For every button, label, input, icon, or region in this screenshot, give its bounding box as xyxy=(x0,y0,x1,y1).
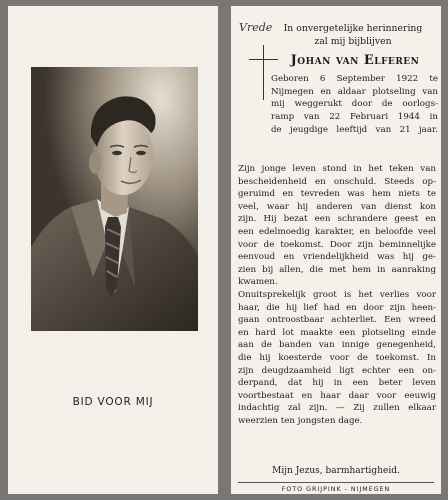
birth-death-details xyxy=(271,73,438,137)
details-line: Nijmegen en aldaar plotseling van xyxy=(271,86,438,97)
intro-line: In onvergetelijke herinnering xyxy=(283,23,423,34)
memorial-line: voor de toekomst. Door zijn beminnelijke xyxy=(238,239,436,250)
memorial-line: gaan ontroostbaar achterliet. Een wreed xyxy=(238,315,436,326)
memorial-line: kwamen. xyxy=(238,277,278,288)
memorial-line: en hard lot maakte een plotseling einde xyxy=(238,327,436,338)
photographer-credit: FOTO GRIJPINK - NIJMEGEN xyxy=(281,486,391,493)
memorial-card-left xyxy=(8,6,218,494)
memorial-text xyxy=(238,163,436,427)
intro-line: zal mij bijblijven xyxy=(314,35,392,47)
details-line: de jeugdige leeftijd van 21 jaar. xyxy=(271,124,438,135)
prayer-caption: BID VOOR MIJ xyxy=(72,396,154,408)
deceased-name: Johan van Elferen xyxy=(290,53,420,68)
portrait-image xyxy=(31,67,198,331)
intro-text xyxy=(267,23,439,48)
memorial-line: derpand, dat hij in een beter leven xyxy=(238,378,436,389)
details-line: mij weggerukt door de oorlogs- xyxy=(271,99,438,110)
memorial-line: voortbestaat en haar daar voor eeuwig xyxy=(238,390,436,401)
memorial-line: indachtig zal zijn. — Zij zullen elkaar xyxy=(238,403,436,414)
memorial-line: eenvoud en vriendelijkheid was hij ge- xyxy=(238,252,436,263)
memorial-line: geruimd en tevreden was hem niets te xyxy=(238,189,436,200)
divider xyxy=(238,482,434,483)
memorial-line: Onuitsprekelijk groot is het verlies voor xyxy=(238,289,436,300)
details-line: Geboren 6 September 1922 te xyxy=(271,74,438,84)
memorial-line: veel, waar hij anderen van dienst kon xyxy=(238,201,436,212)
memorial-line: aan de banden van innige genegenheid, xyxy=(238,340,436,351)
portrait-photo xyxy=(31,67,198,331)
details-line: ramp van 22 Februari 1944 in xyxy=(271,112,438,123)
memorial-line: zien bij allen, die met hem in aanraking xyxy=(238,264,436,275)
closing-prayer: Mijn Jezus, barmhartigheid. xyxy=(272,466,400,476)
memorial-line: een edelmoedig karakter, en beloofde veel xyxy=(238,226,436,237)
vrede-label: Vrede xyxy=(239,21,273,34)
memorial-card-right xyxy=(231,6,441,494)
memorial-line: zijn deugdzaamheid ligt echter een on- xyxy=(238,365,436,376)
memorial-line: die hij koesterde voor de toekomst. In xyxy=(238,352,436,363)
memorial-line: weerzien ten jongsten dage. xyxy=(238,415,363,426)
memorial-line: bescheidenheid en onschuld. Steeds op- xyxy=(238,176,436,187)
memorial-line: zijn. Hij bezat een schrandere geest en xyxy=(238,214,436,225)
memorial-line: haar, die hij lief had en door zijn heen- xyxy=(238,302,436,313)
memorial-line: Zijn jonge leven stond in het teken van xyxy=(238,164,436,174)
